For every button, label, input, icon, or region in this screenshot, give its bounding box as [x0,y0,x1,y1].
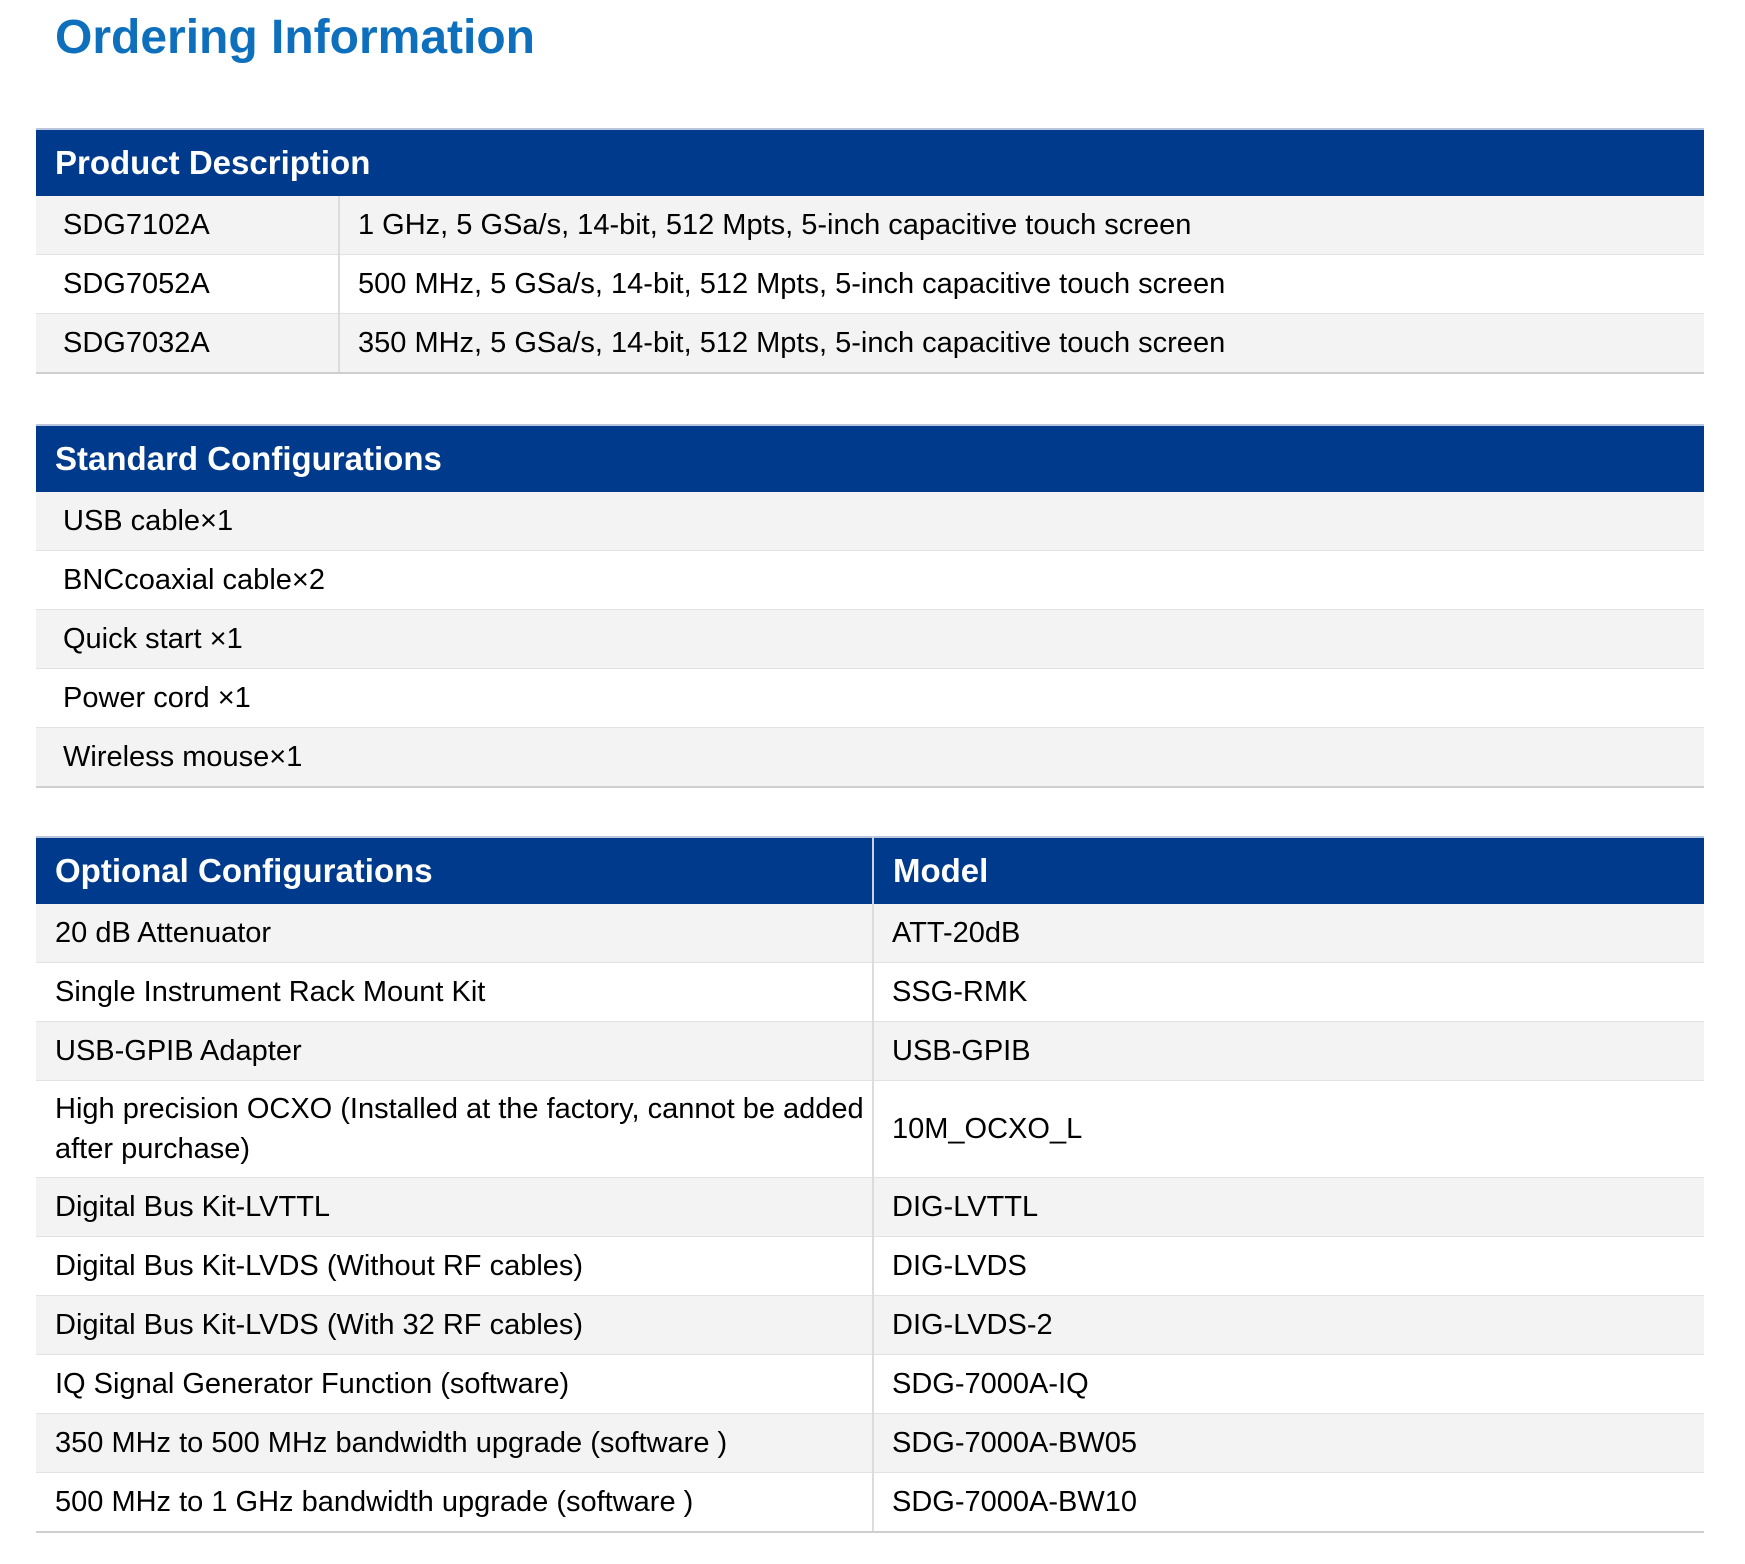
option-name: 350 MHz to 500 MHz bandwidth upgrade (software ) [36,1414,873,1473]
list-item [36,669,1704,728]
option-name: USB-GPIB Adapter [36,1022,873,1081]
list-item [36,728,1704,788]
standard-configurations-header: Standard Configurations [36,425,1704,492]
option-name: High precision OCXO (Installed at the factory, cannot be added after purchase) [36,1081,873,1178]
option-model: 10M_OCXO_L [873,1081,1704,1178]
product-model: SDG7102A [36,196,339,255]
optional-configurations-table [36,836,1704,1533]
table-row [36,1022,1704,1081]
list-item [36,551,1704,610]
product-description: 500 MHz, 5 GSa/s, 14-bit, 512 Mpts, 5-inch capacitive touch screen [339,255,1704,314]
table-row [36,1355,1704,1414]
product-description: 1 GHz, 5 GSa/s, 14-bit, 512 Mpts, 5-inch capacitive touch screen [339,196,1704,255]
option-model: SDG-7000A-IQ [873,1355,1704,1414]
standard-config-item: Power cord ×1 [36,669,1704,728]
option-name: Digital Bus Kit-LVDS (Without RF cables) [36,1237,873,1296]
option-model: SSG-RMK [873,963,1704,1022]
table-row [36,1237,1704,1296]
option-name: Digital Bus Kit-LVDS (With 32 RF cables) [36,1296,873,1355]
option-name: Digital Bus Kit-LVTTL [36,1178,873,1237]
option-name: Single Instrument Rack Mount Kit [36,963,873,1022]
option-name: 20 dB Attenuator [36,904,873,963]
product-model: SDG7032A [36,314,339,374]
list-item [36,492,1704,551]
product-description-header: Product Description [36,129,1704,196]
product-description-header-row [36,129,1704,196]
standard-config-item: BNCcoaxial cable×2 [36,551,1704,610]
option-model: ATT-20dB [873,904,1704,963]
standard-configurations-table [36,424,1704,788]
table-row [36,963,1704,1022]
option-name: 500 MHz to 1 GHz bandwidth upgrade (software ) [36,1473,873,1533]
optional-configurations-header-row [36,837,1704,904]
table-row [36,1414,1704,1473]
table-row [36,255,1704,314]
optional-configurations-header: Optional Configurations [36,837,873,904]
table-row [36,196,1704,255]
table-row [36,1473,1704,1533]
model-header: Model [873,837,1704,904]
table-row [36,904,1704,963]
standard-configurations-header-row [36,425,1704,492]
standard-config-item: USB cable×1 [36,492,1704,551]
standard-config-item: Wireless mouse×1 [36,728,1704,788]
option-name: IQ Signal Generator Function (software) [36,1355,873,1414]
table-row [36,1081,1704,1178]
option-model: DIG-LVDS [873,1237,1704,1296]
standard-config-item: Quick start ×1 [36,610,1704,669]
option-model: SDG-7000A-BW05 [873,1414,1704,1473]
table-row [36,1296,1704,1355]
product-model: SDG7052A [36,255,339,314]
option-model: SDG-7000A-BW10 [873,1473,1704,1533]
table-row [36,1178,1704,1237]
option-model: DIG-LVDS-2 [873,1296,1704,1355]
page-title: Ordering Information [55,11,535,64]
list-item [36,610,1704,669]
option-model: DIG-LVTTL [873,1178,1704,1237]
product-description-table [36,128,1704,374]
product-description: 350 MHz, 5 GSa/s, 14-bit, 512 Mpts, 5-inch capacitive touch screen [339,314,1704,374]
option-model: USB-GPIB [873,1022,1704,1081]
table-row [36,314,1704,374]
